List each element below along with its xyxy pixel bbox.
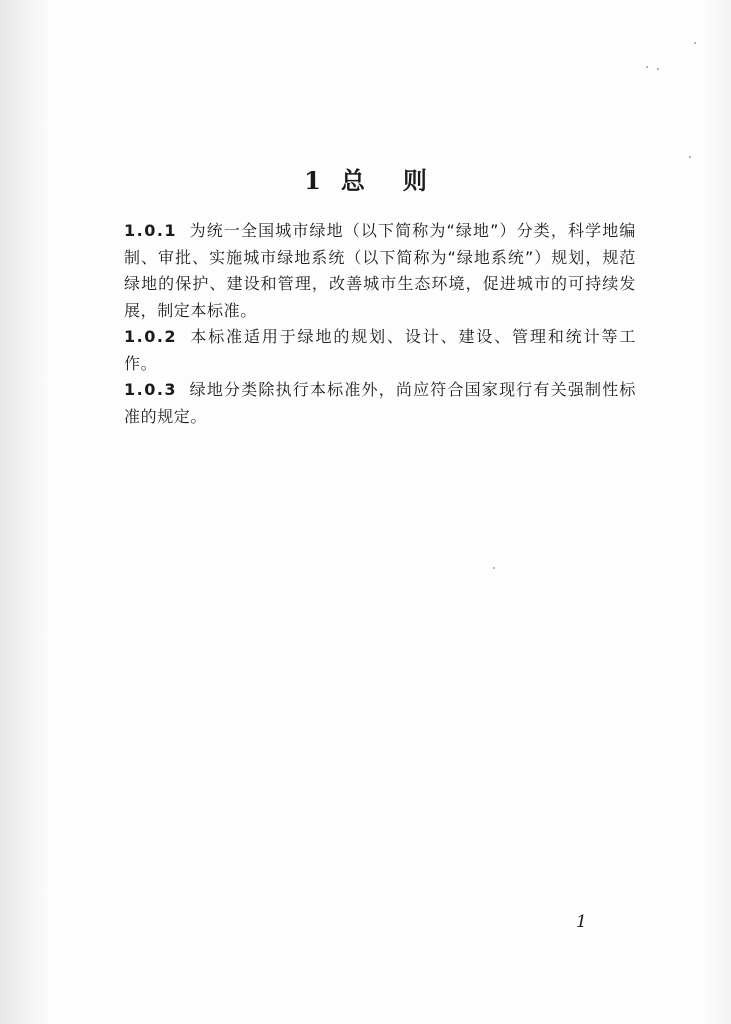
chapter-title	[0, 166, 731, 196]
clause-text: 本标准适用于绿地的规划、设计、建设、管理和统计等工作。	[124, 327, 636, 373]
scan-speck	[689, 156, 691, 158]
clause-number: 1.0.2	[124, 327, 178, 346]
scan-speck	[646, 66, 648, 68]
clause-number: 1.0.1	[124, 221, 178, 240]
chapter-title-char-1: 总	[340, 166, 365, 196]
page-number: 1	[576, 912, 587, 932]
scan-speck	[657, 68, 659, 70]
chapter-number: 1	[304, 166, 321, 196]
scan-shadow	[0, 0, 48, 1024]
scan-speck	[493, 567, 495, 569]
clause-text: 绿地分类除执行本标准外，尚应符合国家现行有关强制性标准的规定。	[124, 380, 636, 426]
clause-text: 为统一全国城市绿地（以下简称为“绿地”）分类，科学地编制、审批、实施城市绿地系统（以下简称为“绿地系统”）规划，规范绿地的保护、建设和管理，改善城市生态环境，促进城市的可持续发展，制定本标准。	[124, 221, 636, 320]
scan-speck	[694, 42, 696, 44]
scan-edge	[703, 0, 731, 1024]
clause-1-0-1	[124, 218, 636, 324]
clause-number: 1.0.3	[124, 380, 178, 399]
chapter-title-char-2: 则	[402, 166, 427, 196]
clause-1-0-3	[124, 377, 636, 430]
clause-1-0-2	[124, 324, 636, 377]
clause-list	[124, 218, 636, 430]
